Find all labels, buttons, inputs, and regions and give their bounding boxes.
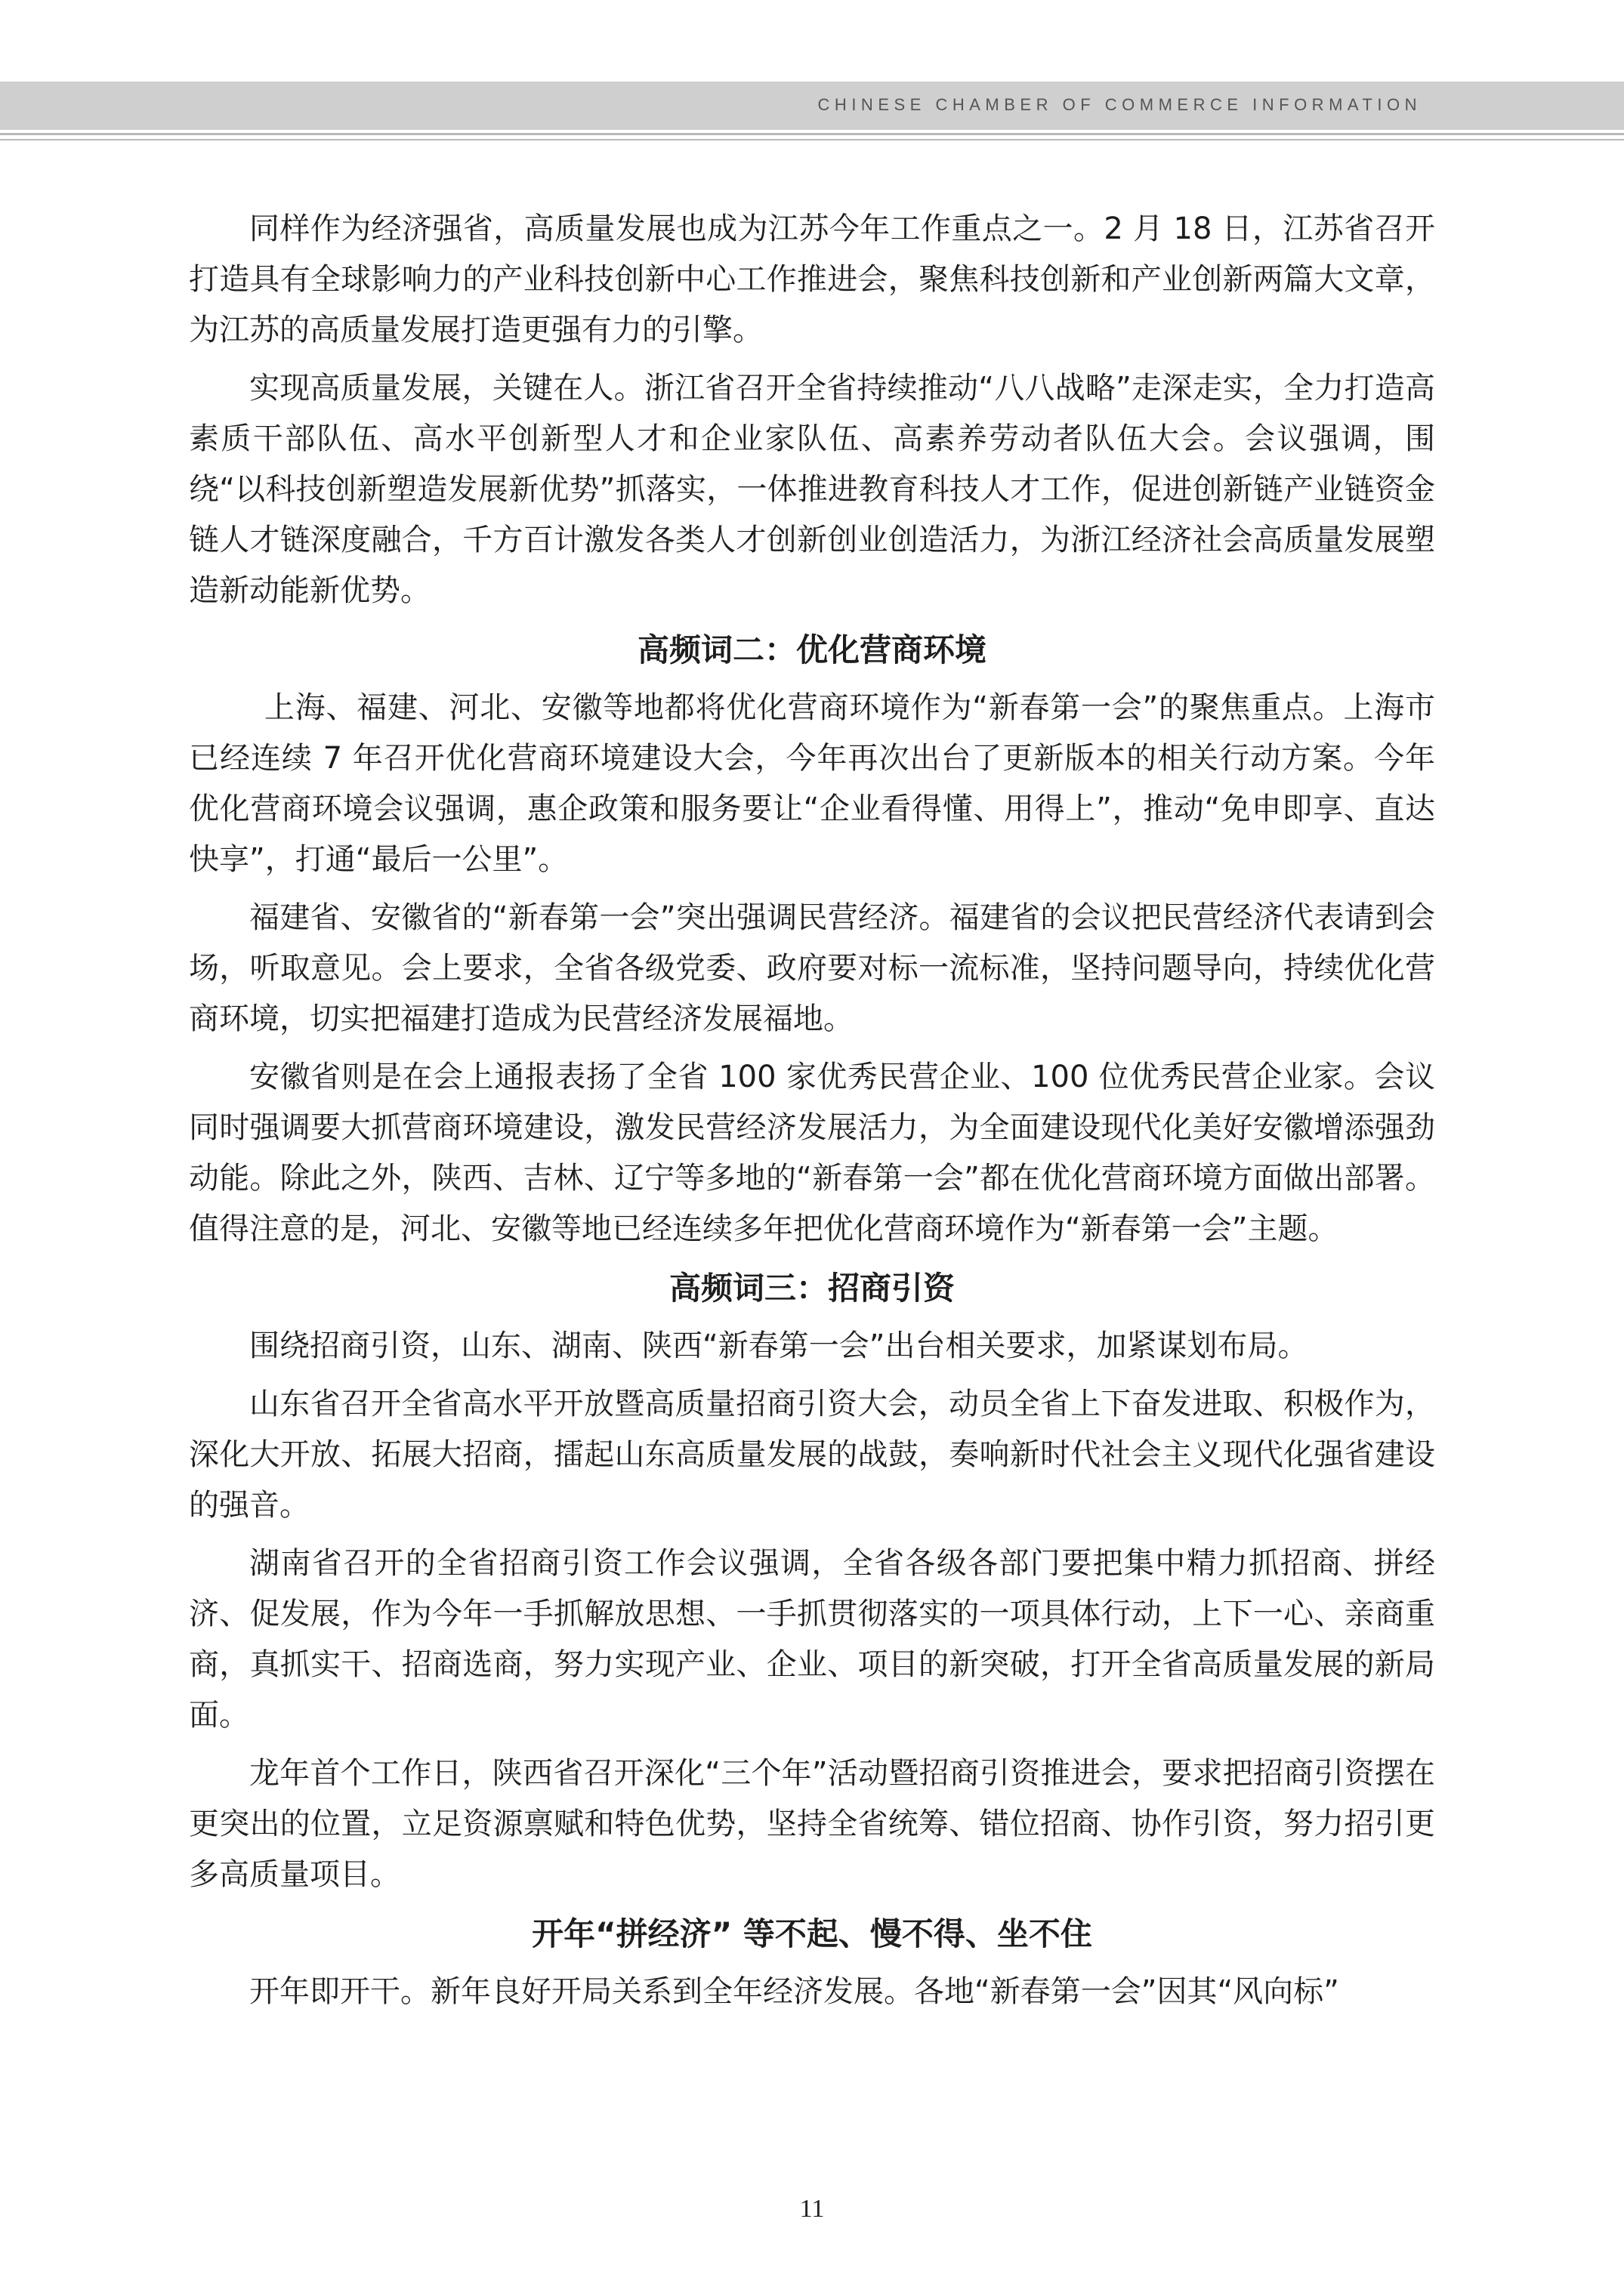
paragraph: 上海、福建、河北、安徽等地都将优化营商环境作为“新春第一会”的聚焦重点。上海市已经连续 7 年召开优化营商环境建设大会，今年再次出台了更新版本的相关行动方案。今年优化营商环境会议强调，惠企政策和服务要让“企业看得懂、用得上”，推动“免申即享、直达快享”，打通“最后一公里”。 [189,690,1435,877]
header-rule [0,139,1624,140]
section-heading: 开年“拼经济” 等不起、慢不得、坐不住 [532,1915,1092,1952]
publication-title: CHINESE CHAMBER OF COMMERCE INFORMATION [817,95,1422,114]
header-rule [0,133,1624,135]
section-heading: 高频词三：招商引资 [668,1270,955,1307]
paragraph: 开年即开干。新年良好开局关系到全年经济发展。各地“新春第一会”因其“风向标” [249,1974,1339,2009]
section-heading: 高频词二：优化营商环境 [637,631,986,668]
paragraph: 福建省、安徽省的“新春第一会”突出强调民营经济。福建省的会议把民营经济代表请到会场，听取意见。会上要求，全省各级党委、政府要对标一流标准，坚持问题导向，持续优化营商环境，切实把福建打造成为民营经济发展福地。 [189,900,1435,1036]
paragraph: 湖南省召开的全省招商引资工作会议强调，全省各级各部门要把集中精力抓招商、拼经济、促发展，作为今年一手抓解放思想、一手抓贯彻落实的一项具体行动，上下一心、亲商重商，真抓实干、招商选商，努力实现产业、企业、项目的新突破，打开全省高质量发展的新局面。 [189,1546,1435,1733]
paragraph: 围绕招商引资，山东、湖南、陕西“新春第一会”出台相关要求，加紧谋划布局。 [249,1329,1308,1363]
paragraph: 同样作为经济强省，高质量发展也成为江苏今年工作重点之一。2 月 18 日，江苏省召开打造具有全球影响力的产业科技创新中心工作推进会，聚焦科技创新和产业创新两篇大文章，为江苏的高质量发展打造更强有力的引擎。 [189,211,1435,347]
paragraph: 实现高质量发展，关键在人。浙江省召开全省持续推动“八八战略”走深走实，全力打造高素质干部队伍、高水平创新型人才和企业家队伍、高素养劳动者队伍大会。会议强调，围绕“以科技创新塑造发展新优势”抓落实，一体推进教育科技人才工作，促进创新链产业链资金链人才链深度融合，千方百计激发各类人才创新创业创造活力，为浙江经济社会高质量发展塑造新动能新优势。 [189,371,1435,608]
paragraph: 山东省召开全省高水平开放暨高质量招商引资大会，动员全省上下奋发进取、积极作为，深化大开放、拓展大招商，擂起山东高质量发展的战鼓，奏响新时代社会主义现代化强省建设的强音。 [189,1387,1435,1523]
page-number: 11 [799,2195,825,2223]
paragraph: 安徽省则是在会上通报表扬了全省 100 家优秀民营企业、100 位优秀民营企业家。会议同时强调要大抓营商环境建设，激发民营经济发展活力，为全面建设现代化美好安徽增添强劲动能。除此之外，陕西、吉林、辽宁等多地的“新春第一会”都在优化营商环境方面做出部署。值得注意的是，河北、安徽等地已经连续多年把优化营商环境作为“新春第一会”主题。 [189,1060,1435,1246]
paragraph: 龙年首个工作日，陕西省召开深化“三个年”活动暨招商引资推进会，要求把招商引资摆在更突出的位置，立足资源禀赋和特色优势，坚持全省统筹、错位招商、协作引资，努力招引更多高质量项目。 [189,1756,1435,1892]
article-body [189,204,1435,2025]
